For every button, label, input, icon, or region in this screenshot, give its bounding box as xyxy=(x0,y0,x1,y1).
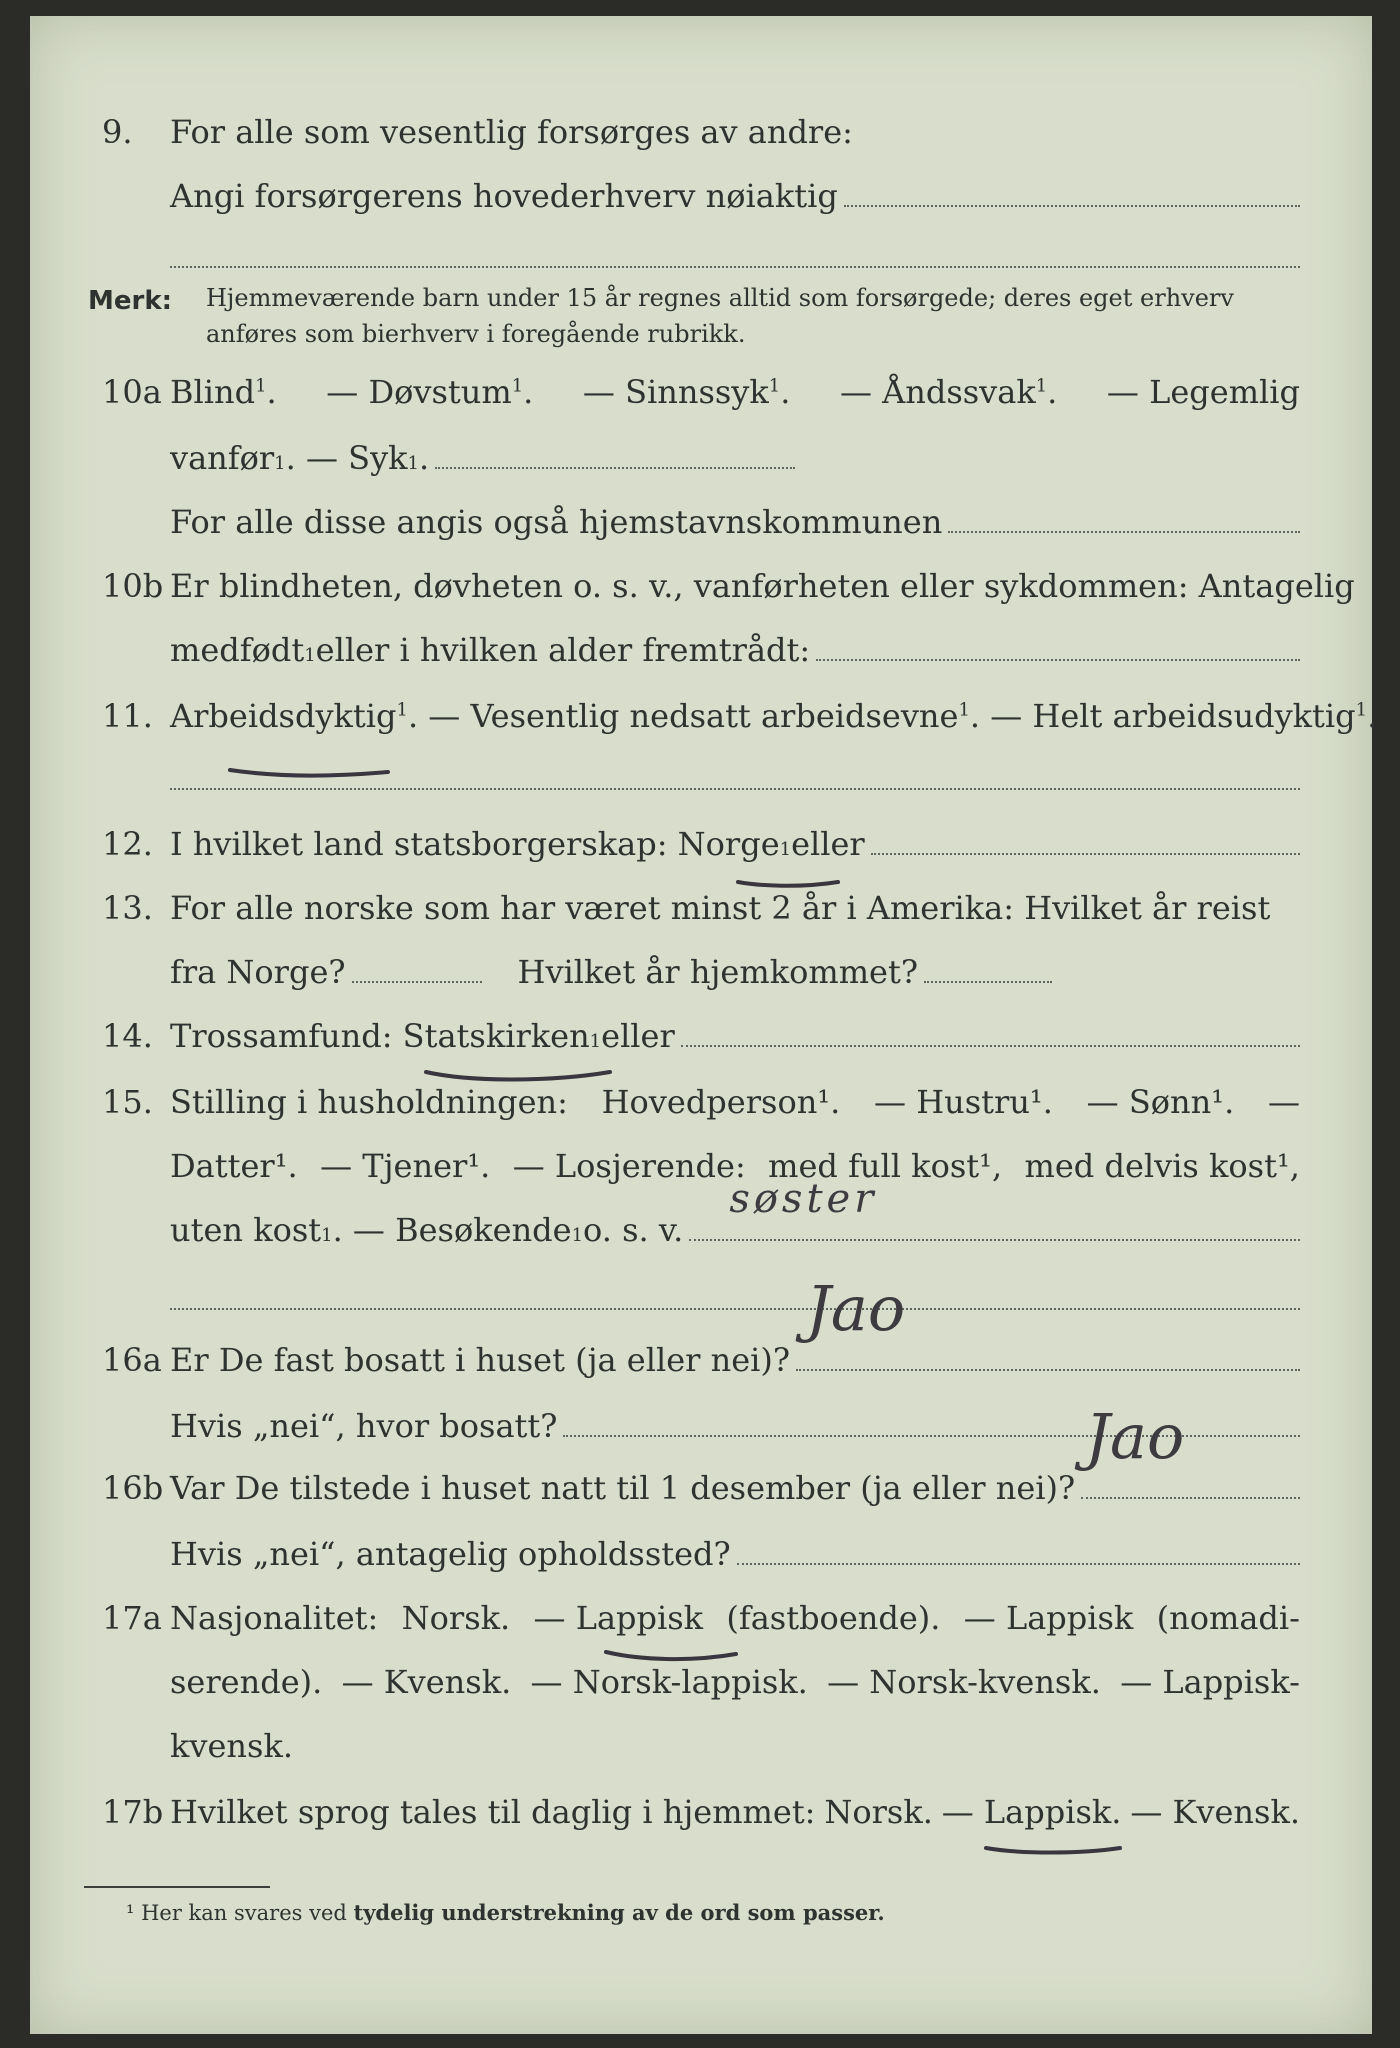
q11-arbeidsdyktig: Arbeidsdyktig xyxy=(170,697,397,735)
q17a-norsk: Norsk. xyxy=(401,1599,511,1637)
q11-number: 11. xyxy=(102,697,153,735)
q15-answer-line-2[interactable] xyxy=(170,1308,1300,1310)
q16b-answer-line[interactable] xyxy=(1081,1400,1300,1499)
q15-answer-line[interactable] xyxy=(689,1176,1300,1241)
q13-reist-line[interactable] xyxy=(352,955,482,983)
q11-nedsatt: . — Vesentlig nedsatt arbeidsevne xyxy=(407,697,959,735)
q15-losjerende: — Losjerende: xyxy=(512,1147,746,1185)
q16a-line-2: Hvis „nei“, hvor bosatt? xyxy=(170,1407,558,1445)
q16b-opholdssted-line[interactable] xyxy=(737,1537,1300,1565)
merk-label: Merk: xyxy=(88,286,173,316)
q10a-legemlig: — Legemlig xyxy=(1106,373,1300,411)
q17a-norsk-kvensk: — Norsk-kvensk. xyxy=(827,1663,1101,1701)
q11-answer-line[interactable] xyxy=(170,788,1300,790)
q15-handwritten-answer: søster xyxy=(729,1176,878,1222)
q11-udyktig: . — Helt arbeidsudyktig xyxy=(969,697,1356,735)
q17a-nasjonalitet: Nasjonalitet: xyxy=(170,1599,379,1637)
q17b-norsk: Norsk. xyxy=(824,1793,933,1831)
q15-full-kost: med full kost¹, xyxy=(768,1147,1003,1185)
q17a-fastboende: (fastboende). xyxy=(726,1599,941,1637)
q15-datter: Datter¹. xyxy=(170,1147,298,1185)
q15-number: 15. xyxy=(102,1083,153,1121)
footnote-mark: ¹ xyxy=(126,1901,135,1925)
q15-hustru: — Hustru¹. xyxy=(874,1083,1053,1121)
q16a-line-1: Er De fast bosatt i huset (ja eller nei)? xyxy=(170,1341,791,1379)
footnote xyxy=(126,1900,885,1925)
q9-number: 9. xyxy=(102,113,133,151)
q10a-sinnssyk: — Sinnssyk xyxy=(582,373,769,411)
q15-sonn: — Sønn¹. xyxy=(1086,1083,1235,1121)
q16a-bosatt-line[interactable] xyxy=(563,1409,1300,1437)
q10a-blind: Blind xyxy=(170,373,256,411)
q16b-line-2: Hvis „nei“, antagelig opholdssted? xyxy=(170,1535,731,1573)
q16a-number: 16a xyxy=(102,1341,162,1379)
q15-l1-0: Stilling i husholdningen: xyxy=(170,1083,568,1121)
census-form-page: 9. For alle som vesentlig forsørges av andre: Angi forsørgerens hovederhverv nøiaktig Merk: Hjemmeværende barn under 15 år regnes alltid som forsørgede; deres eget erhverv anføres som bierhverv i foregående rubrikk. 10a Blind$^1$. — Døvstum$^1$. — Sinnssyk$^1$. — Åndssvak$^1$. — Legemlig vanfør 1 . — Syk 1 . For alle disse angis også hjemstavnskommunen 10b Er blindheten, døvheten o. s. v., vanførheten eller sykdommen: Antagelig medfødt 1 eller i hvilken alder fremtrådt: 11. Arbeidsdyktig$^1$. — Vesentlig nedsatt arbeidsevne$^1$. — Helt arbeidsudyktig$^1$. 12. I hvilket land statsborgerskap: Norge 1 eller 13. For alle norske som har været minst 2 år i Amerika: Hvilket år reist fra Norge? Hvilket år hjemkommet? 14. Trossamfund: Statskirken 1 eller 15. Stilling i husholdningen: Hovedperson¹. — Hustru¹. — Sønn¹. — Datter¹. — Tjener¹. — Losjerende: med full kost¹, med delvis kost¹, uten kost 1 . — Besøkende 1 o. s. v. søster 16a Er De fast bosatt i huset (ja eller nei)? Jao Hvis „nei“, hvor bosatt? 16b Var De tilstede i huset natt til 1 desember (ja eller nei)? Jao Hvis „nei“, antagelig opholdssted? 17a Nasjonalitet: Norsk. — Lappisk (fastboende). — Lappisk (nomadi- serende). — Kvensk. — Norsk-lappisk. — Norsk-kvensk. — Lappisk- kvensk. 17b Hvilket sprog tales til daglig i hjemmet: Norsk. — Lappisk. — Kvensk. ¹ Her kan svares ved tydelig understrekning av de ord som passer. xyxy=(30,16,1372,2034)
q10b-line-1: Er blindheten, døvheten o. s. v., vanførheten eller sykdommen: Antagelig xyxy=(170,567,1355,605)
q16b-number: 16b xyxy=(102,1469,164,1507)
q15-uten-kost: uten kost xyxy=(170,1211,322,1249)
q15-dash: — xyxy=(1267,1083,1300,1121)
q10a-answer-line[interactable] xyxy=(435,441,795,469)
q12-eller: eller xyxy=(791,825,865,863)
q13-line-1: For alle norske som har været minst 2 år i Amerika: Hvilket år reist xyxy=(170,889,1271,927)
q10a-line-3: For alle disse angis også hjemstavnskommunen xyxy=(170,503,943,541)
q10a-number: 10a xyxy=(102,373,162,411)
q16b-handwritten-answer: Jao xyxy=(1085,1400,1185,1473)
q17a-kvensk: — Kvensk. xyxy=(341,1663,512,1701)
q16b-line-1: Var De tilstede i huset natt til 1 desember (ja eller nei)? xyxy=(170,1469,1076,1507)
q13-number: 13. xyxy=(102,889,153,927)
q10a-dovstum: — Døvstum xyxy=(326,373,512,411)
q9-line-2: Angi forsørgerens hovederhverv nøiaktig xyxy=(170,177,838,215)
underline-lappisk-17b xyxy=(986,1848,1120,1853)
q17a-norsk-lappisk: — Norsk-lappisk. xyxy=(530,1663,808,1701)
q9-line-1: For alle som vesentlig forsørges av andre: xyxy=(170,113,853,151)
q10b-number: 10b xyxy=(102,567,164,605)
q17a-lappisk-3: — Lappisk- xyxy=(1120,1663,1300,1701)
q10a-andssvak: — Åndssvak xyxy=(839,373,1036,411)
q14-number: 14. xyxy=(102,1017,153,1055)
merk-text: Hjemmeværende barn under 15 år regnes alltid som forsørgede; deres eget erhverv anføres som bierhverv i foregående rubrikk. xyxy=(206,284,1234,348)
footnote-rule xyxy=(84,1886,270,1888)
q17b-lappisk: — Lappisk. xyxy=(941,1793,1122,1831)
q17a-lappisk: — Lappisk xyxy=(533,1599,704,1637)
q17a-number: 17a xyxy=(102,1599,162,1637)
footnote-text-b: tydelig understrekning av de ord som passer. xyxy=(353,1900,885,1925)
q10a-syk: . — Syk xyxy=(285,439,408,477)
underline-arbeidsdyktig xyxy=(230,770,388,776)
q10b-medfodt: medfødt xyxy=(170,631,305,669)
underline-norge xyxy=(738,882,838,886)
footnote-text-a: Her kan svares ved xyxy=(134,1901,354,1925)
q17a-serende: serende). xyxy=(170,1663,323,1701)
q17b-number: 17b xyxy=(102,1793,164,1831)
q12-number: 12. xyxy=(102,825,153,863)
q14-eller: eller xyxy=(601,1017,675,1055)
q12-answer-line[interactable] xyxy=(871,827,1300,855)
q15-delvis-kost: med delvis kost¹, xyxy=(1024,1147,1300,1185)
q14-answer-line[interactable] xyxy=(681,1019,1300,1047)
q10b-line-2: eller i hvilken alder fremtrådt: xyxy=(315,631,811,669)
q12-norge: I hvilket land statsborgerskap: Norge xyxy=(170,825,780,863)
q9-answer-line-2[interactable] xyxy=(170,266,1300,268)
q17b-question: Hvilket sprog tales til daglig i hjemmet: xyxy=(170,1793,816,1831)
q10b-answer-line[interactable] xyxy=(816,633,1300,661)
q10a-vanfor: vanfør xyxy=(170,439,275,477)
q14-statskirken: Trossamfund: Statskirken xyxy=(170,1017,590,1055)
q17a-lappisk-2: — Lappisk xyxy=(963,1599,1134,1637)
q16a-answer-line[interactable] xyxy=(796,1272,1300,1371)
q15-hovedperson: Hovedperson¹. xyxy=(601,1083,841,1121)
q13-hjemkommet-line[interactable] xyxy=(924,955,1052,983)
q17a-line-3: kvensk. xyxy=(170,1727,293,1765)
q15-besokende: . — Besøkende xyxy=(332,1211,572,1249)
q15-tjener: — Tjener¹. xyxy=(320,1147,491,1185)
q15-osv: o. s. v. xyxy=(583,1211,684,1249)
q17a-nomadi: (nomadi- xyxy=(1156,1599,1300,1637)
underline-lappisk-17a xyxy=(606,1652,736,1659)
q13-hjemkommet: Hvilket år hjemkommet? xyxy=(517,953,918,991)
underline-statskirken xyxy=(426,1072,610,1080)
q13-fra-norge: fra Norge? xyxy=(170,953,346,991)
q16a-handwritten-answer: Jao xyxy=(806,1272,906,1345)
q10a-hjemstavn-line[interactable] xyxy=(948,505,1300,533)
q9-answer-line[interactable] xyxy=(844,179,1300,207)
q17b-kvensk: — Kvensk. xyxy=(1130,1793,1300,1831)
